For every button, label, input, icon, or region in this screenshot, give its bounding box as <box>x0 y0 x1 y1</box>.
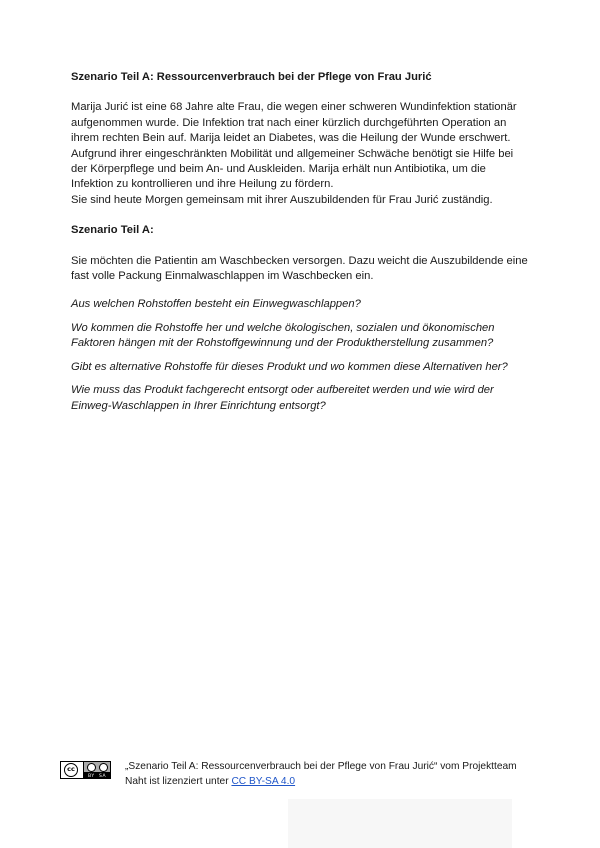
cc-by-sa-badge-icon <box>60 761 111 779</box>
question-line: Aus welchen Rohstoffen besteht ein Einwegwaschlappen? <box>71 298 361 311</box>
license-footer <box>60 761 540 801</box>
cc-logo-icon: cc <box>64 763 78 777</box>
intro-line: ihrem rechten Bein auf. Marija leidet an Diabetes, was die Heilung der Wunde erschwert. <box>71 132 511 145</box>
question-item <box>71 297 531 312</box>
question-item <box>71 321 531 352</box>
question-line: Wie muss das Produkt fachgerecht entsorgt oder aufbereitet werden und wie wird der <box>71 384 494 397</box>
section-subheading: Szenario Teil A: <box>71 224 154 237</box>
license-line-1: „Szenario Teil A: Ressourcenverbrauch bei der Pflege von Frau Jurić“ vom Projektteam <box>125 761 517 772</box>
license-line-2 <box>125 775 545 790</box>
license-prefix: Naht ist lizenziert unter <box>125 775 232 787</box>
question-item <box>71 360 531 375</box>
intro-line: Sie sind heute Morgen gemeinsam mit ihrer Auszubildenden für Frau Jurić zuständig. <box>71 193 493 206</box>
document-heading: Szenario Teil A: Ressourcenverbrauch bei der Pflege von Frau Jurić <box>71 71 432 83</box>
intro-paragraph <box>71 100 531 208</box>
intro-line: Infektion zu kontrollieren und ihre Heilung zu fördern. <box>71 178 334 191</box>
task-line: fast volle Packung Einmalwaschlappen im Waschbecken ein. <box>71 270 374 283</box>
intro-line: Marija Jurić ist eine 68 Jahre alte Frau, die wegen einer schweren Wundinfektion stationär <box>71 101 517 114</box>
badge-by-label: BY <box>88 774 95 779</box>
share-alike-icon <box>99 763 108 772</box>
intro-line: der Körperpflege und beim An- und Auskleiden. Marija erhält nun Antibiotika, um die <box>71 163 486 176</box>
document-body <box>71 70 531 414</box>
task-paragraph <box>71 254 531 285</box>
task-line: Sie möchten die Patientin am Waschbecken versorgen. Dazu weicht die Auszubildende eine <box>71 254 528 267</box>
license-text <box>125 760 545 789</box>
question-line: Gibt es alternative Rohstoffe für dieses Produkt und wo kommen diese Alternativen her? <box>71 360 508 373</box>
question-line: Wo kommen die Rohstoffe her und welche ökologischen, sozialen und ökonomischen <box>71 321 495 334</box>
license-link[interactable]: CC BY-SA 4.0 <box>231 775 296 787</box>
attribution-icon <box>87 763 96 772</box>
badge-sa-label: SA <box>99 774 107 779</box>
intro-line: aufgenommen wurde. Die Infektion trat nach einer kürzlich durchgeführten Operation an <box>71 116 507 129</box>
question-line: Faktoren hängen mit der Rohstoffgewinnung und der Produktherstellung zusammen? <box>71 337 494 350</box>
question-line: Einweg-Waschlappen in Ihrer Einrichtung entsorgt? <box>71 399 326 412</box>
question-list <box>71 297 531 413</box>
question-item <box>71 383 531 414</box>
intro-line: Aufgrund ihrer eingeschränkten Mobilität und allgemeiner Schwäche benötigt sie Hilfe bei <box>71 147 514 160</box>
background-shade <box>288 799 512 848</box>
